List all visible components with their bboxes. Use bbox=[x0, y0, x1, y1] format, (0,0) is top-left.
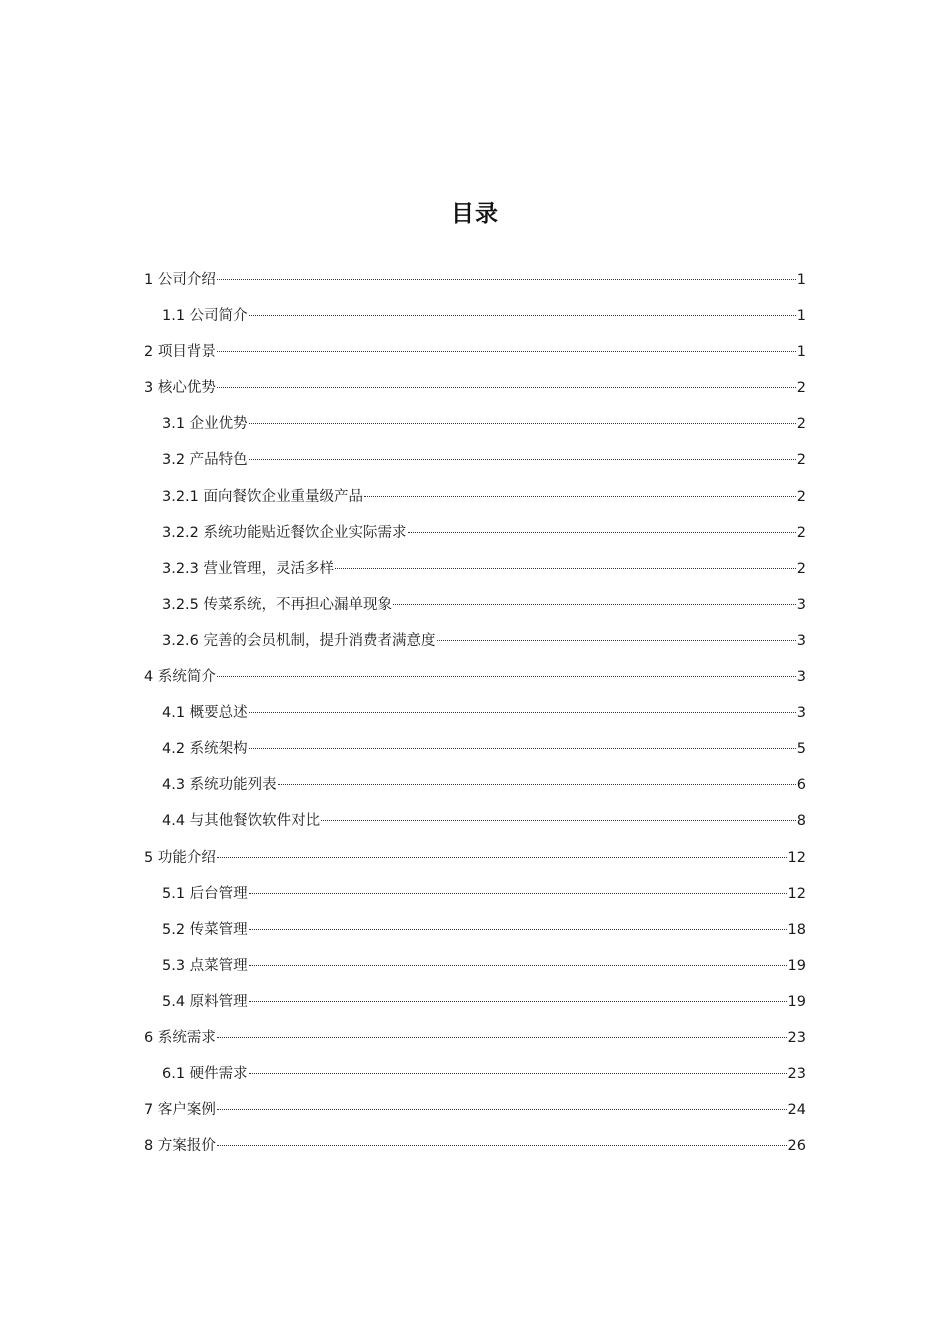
toc-entry-label: 3.2.5 传菜系统，不再担心漏单现象 bbox=[162, 596, 393, 613]
toc-entry[interactable] bbox=[144, 840, 806, 876]
toc-entry-label: 3.2.3 营业管理，灵活多样 bbox=[162, 560, 335, 577]
toc-entry-label: 6.1 硬件需求 bbox=[162, 1066, 248, 1083]
toc-entry[interactable] bbox=[144, 515, 806, 551]
toc-dot-leader bbox=[217, 676, 796, 677]
toc-entry-page-number: 24 bbox=[787, 1102, 806, 1119]
toc-dot-leader bbox=[217, 1037, 787, 1038]
toc-entry-page-number: 12 bbox=[787, 885, 806, 902]
toc-dot-leader bbox=[249, 423, 796, 424]
toc-entry[interactable] bbox=[144, 262, 806, 298]
toc-entry-label: 3 核心优势 bbox=[144, 380, 216, 397]
toc-entry[interactable] bbox=[144, 731, 806, 767]
toc-dot-leader bbox=[249, 893, 787, 894]
toc-entry[interactable] bbox=[144, 876, 806, 912]
toc-entry-label: 4.2 系统架构 bbox=[162, 741, 248, 758]
toc-entry-page-number: 3 bbox=[796, 705, 806, 722]
toc-entry-page-number: 3 bbox=[796, 632, 806, 649]
toc-entry-label: 5.1 后台管理 bbox=[162, 885, 248, 902]
toc-entry-label: 3.2.2 系统功能贴近餐饮企业实际需求 bbox=[162, 524, 407, 541]
toc-dot-leader bbox=[249, 748, 796, 749]
toc-entry-label: 3.1 企业优势 bbox=[162, 416, 248, 433]
toc-entry-page-number: 23 bbox=[787, 1066, 806, 1083]
toc-entry[interactable] bbox=[144, 479, 806, 515]
toc-entry-page-number: 3 bbox=[796, 596, 806, 613]
toc-entry-page-number: 19 bbox=[787, 993, 806, 1010]
toc-entry[interactable] bbox=[144, 298, 806, 334]
toc-dot-leader bbox=[249, 1073, 787, 1074]
toc-entry[interactable] bbox=[144, 1020, 806, 1056]
toc-entry[interactable] bbox=[144, 1056, 806, 1092]
toc-dot-leader bbox=[437, 640, 796, 641]
toc-entry[interactable] bbox=[144, 984, 806, 1020]
toc-entry[interactable] bbox=[144, 695, 806, 731]
toc-entry-page-number: 12 bbox=[787, 849, 806, 866]
toc-entry-page-number: 1 bbox=[796, 344, 806, 361]
toc-entry[interactable] bbox=[144, 948, 806, 984]
toc-entry-page-number: 2 bbox=[796, 560, 806, 577]
toc-entry-label: 1.1 公司简介 bbox=[162, 308, 248, 325]
toc-dot-leader bbox=[217, 1145, 787, 1146]
toc-entry-page-number: 1 bbox=[796, 272, 806, 288]
toc-entry[interactable] bbox=[144, 370, 806, 406]
toc-entry-label: 2 项目背景 bbox=[144, 344, 216, 361]
toc-entry[interactable] bbox=[144, 623, 806, 659]
toc-entry[interactable] bbox=[144, 334, 806, 370]
toc-dot-leader bbox=[249, 712, 796, 713]
toc-entry-label: 6 系统需求 bbox=[144, 1029, 216, 1046]
toc-dot-leader bbox=[217, 279, 796, 280]
toc-entry[interactable] bbox=[144, 803, 806, 839]
toc-dot-leader bbox=[217, 857, 787, 858]
toc-entry-label: 5.4 原料管理 bbox=[162, 993, 248, 1010]
toc-entry[interactable] bbox=[144, 1128, 806, 1164]
toc-dot-leader bbox=[364, 496, 796, 497]
toc-entry-page-number: 18 bbox=[787, 921, 806, 938]
toc-entry[interactable] bbox=[144, 912, 806, 948]
toc-entry-page-number: 26 bbox=[787, 1138, 806, 1155]
toc-entry-page-number: 5 bbox=[796, 741, 806, 758]
toc-dot-leader bbox=[249, 459, 796, 460]
toc-entry[interactable] bbox=[144, 1092, 806, 1128]
toc-dot-leader bbox=[321, 820, 796, 821]
toc-entry-label: 7 客户案例 bbox=[144, 1102, 216, 1119]
toc-entry-label: 5.2 传菜管理 bbox=[162, 921, 248, 938]
toc-entry-page-number: 19 bbox=[787, 957, 806, 974]
toc-dot-leader bbox=[217, 1109, 787, 1110]
toc-entry-page-number: 2 bbox=[796, 452, 806, 469]
toc-entry[interactable] bbox=[144, 767, 806, 803]
toc-entry[interactable] bbox=[144, 551, 806, 587]
toc-entry-page-number: 2 bbox=[796, 416, 806, 433]
toc-dot-leader bbox=[408, 532, 796, 533]
toc-title: 目录 bbox=[451, 201, 499, 227]
toc-entry-page-number: 6 bbox=[796, 777, 806, 794]
toc-entry-label: 4.4 与其他餐饮软件对比 bbox=[162, 813, 321, 830]
toc-dot-leader bbox=[249, 929, 787, 930]
toc-entry-label: 4.1 概要总述 bbox=[162, 705, 248, 722]
toc-entry[interactable] bbox=[144, 659, 806, 695]
toc-entry-label: 1 公司介绍 bbox=[144, 272, 216, 288]
toc-entry-page-number: 8 bbox=[796, 813, 806, 830]
toc-entry-page-number: 2 bbox=[796, 488, 806, 505]
toc-entry-label: 3.2 产品特色 bbox=[162, 452, 248, 469]
toc-dot-leader bbox=[278, 784, 796, 785]
toc-dot-leader bbox=[249, 965, 787, 966]
toc-entry-page-number: 2 bbox=[796, 380, 806, 397]
toc-entry-label: 4 系统简介 bbox=[144, 669, 216, 686]
toc-dot-leader bbox=[249, 315, 796, 316]
toc-entry-page-number: 1 bbox=[796, 308, 806, 325]
toc-entry-label: 5.3 点菜管理 bbox=[162, 957, 248, 974]
toc-dot-leader bbox=[249, 1001, 787, 1002]
toc-entry[interactable] bbox=[144, 406, 806, 442]
toc-entry-page-number: 23 bbox=[787, 1029, 806, 1046]
toc-entry-label: 4.3 系统功能列表 bbox=[162, 777, 277, 794]
toc-entry-label: 5 功能介绍 bbox=[144, 849, 216, 866]
toc-entry-page-number: 2 bbox=[796, 524, 806, 541]
toc-dot-leader bbox=[393, 604, 796, 605]
toc-entry-label: 3.2.6 完善的会员机制，提升消费者满意度 bbox=[162, 632, 436, 649]
toc-list bbox=[144, 262, 806, 1164]
toc-entry-page-number: 3 bbox=[796, 669, 806, 686]
toc-entry-label: 8 方案报价 bbox=[144, 1138, 216, 1155]
toc-entry[interactable] bbox=[144, 587, 806, 623]
toc-entry-label: 3.2.1 面向餐饮企业重量级产品 bbox=[162, 488, 364, 505]
toc-dot-leader bbox=[217, 351, 796, 352]
toc-dot-leader bbox=[217, 387, 796, 388]
toc-dot-leader bbox=[335, 568, 796, 569]
toc-entry[interactable] bbox=[144, 442, 806, 478]
